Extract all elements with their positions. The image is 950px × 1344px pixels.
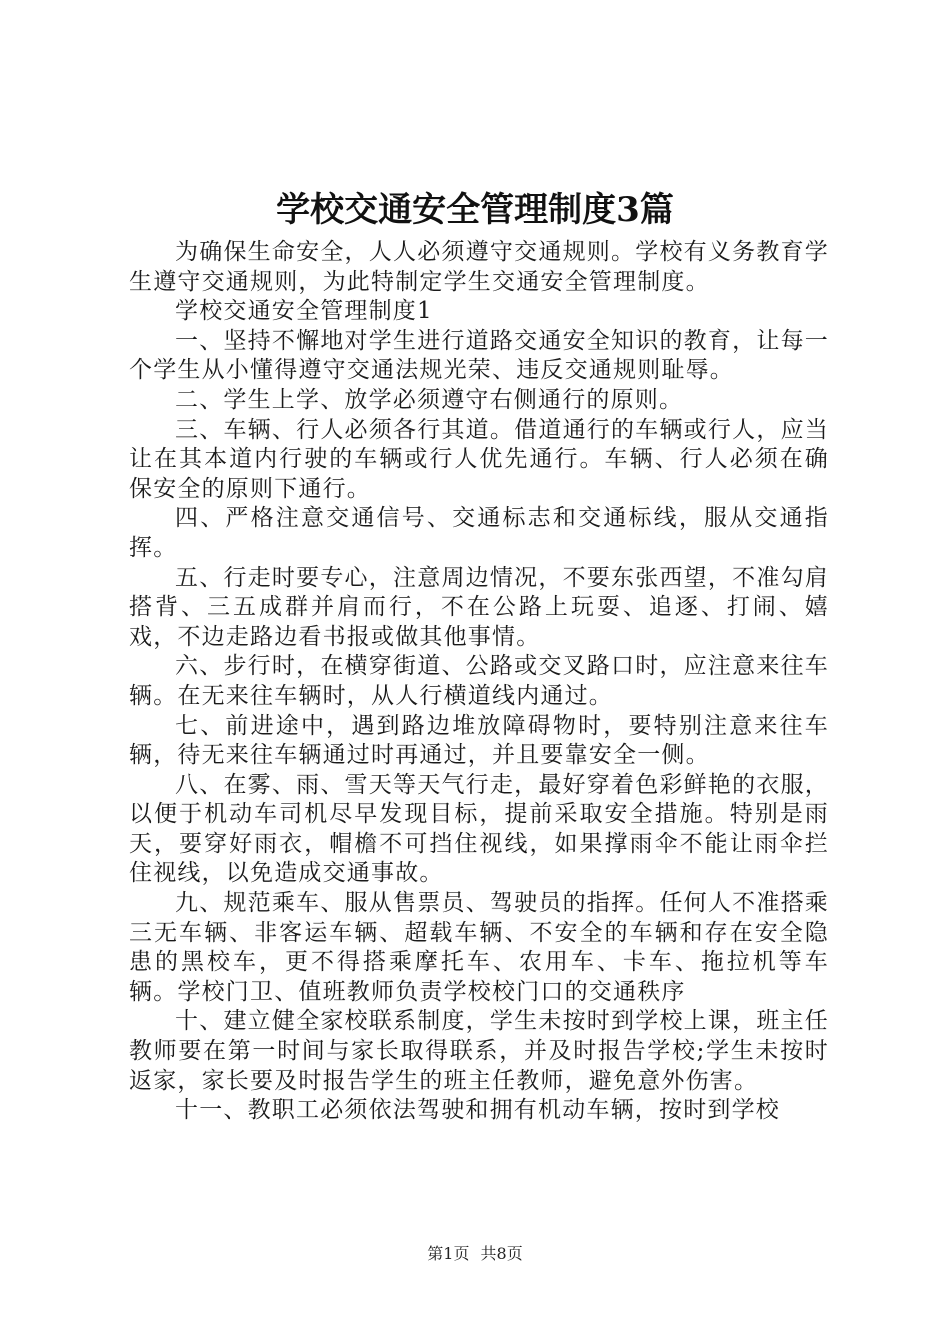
document-body (129, 238, 829, 1126)
paragraph-item-4: 四、严格注意交通信号、交通标志和交通标线，服从交通指挥。 (129, 505, 829, 561)
page-number: 第1页 (427, 1244, 470, 1263)
paragraph-item-3: 三、车辆、行人必须各行其道。借道通行的车辆或行人，应当让在其本道内行驶的车辆或行人优先通行。车辆、行人必须在确保安全的原则下通行。 (129, 416, 829, 502)
paragraph-item-11: 十一、教职工必须依法驾驶和拥有机动车辆，按时到学校 (175, 1097, 780, 1124)
page-total: 共8页 (480, 1244, 523, 1263)
page-footer (0, 1241, 950, 1264)
paragraph-intro: 为确保生命安全，人人必须遵守交通规则。学校有义务教育学生遵守交通规则，为此特制定学生交通安全管理制度。 (129, 239, 829, 295)
paragraph-item-10: 十、建立健全家校联系制度，学生未按时到学校上课，班主任教师要在第一时间与家长取得联系，并及时报告学校;学生未按时返家，家长要及时报告学生的班主任教师，避免意外伤害。 (129, 1008, 829, 1094)
paragraph-item-9: 九、规范乘车、服从售票员、驾驶员的指挥。任何人不准搭乘三无车辆、非客运车辆、超载车辆、不安全的车辆和存在安全隐患的黑校车，更不得搭乘摩托车、农用车、卡车、拖拉机等车辆。学校门卫、值班教师负责学校校门口的交通秩序 (129, 890, 829, 1005)
paragraph-item-1: 一、坚持不懈地对学生进行道路交通安全知识的教育，让每一个学生从小懂得遵守交通法规光荣、违反交通规则耻辱。 (129, 327, 829, 384)
paragraph-section-heading: 学校交通安全管理制度1 (175, 298, 433, 325)
document-title: 学校交通安全管理制度3篇 (276, 190, 674, 230)
paragraph-item-8: 八、在雾、雨、雪天等天气行走，最好穿着色彩鲜艳的衣服，以便于机动车司机尽早发现目标，提前采取安全措施。特别是雨天，要穿好雨衣，帽檐不可挡住视线，如果撑雨伞不能让雨伞拦住视线，以免造成交通事故。 (129, 771, 829, 887)
paragraph-item-5: 五、行走时要专心，注意周边情况，不要东张西望，不准勾肩搭背、三五成群并肩而行，不在公路上玩耍、追逐、打闹、嬉戏，不边走路边看书报或做其他事情。 (129, 564, 829, 650)
paragraph-item-6: 六、步行时，在横穿街道、公路或交叉路口时，应注意来往车辆。在无来往车辆时，从人行横道线内通过。 (129, 653, 829, 709)
paragraph-item-2: 二、学生上学、放学必须遵守右侧通行的原则。 (175, 386, 684, 413)
paragraph-item-7: 七、前进途中，遇到路边堆放障碍物时，要特别注意来往车辆，待无来往车辆通过时再通过，并且要靠安全一侧。 (129, 712, 829, 769)
